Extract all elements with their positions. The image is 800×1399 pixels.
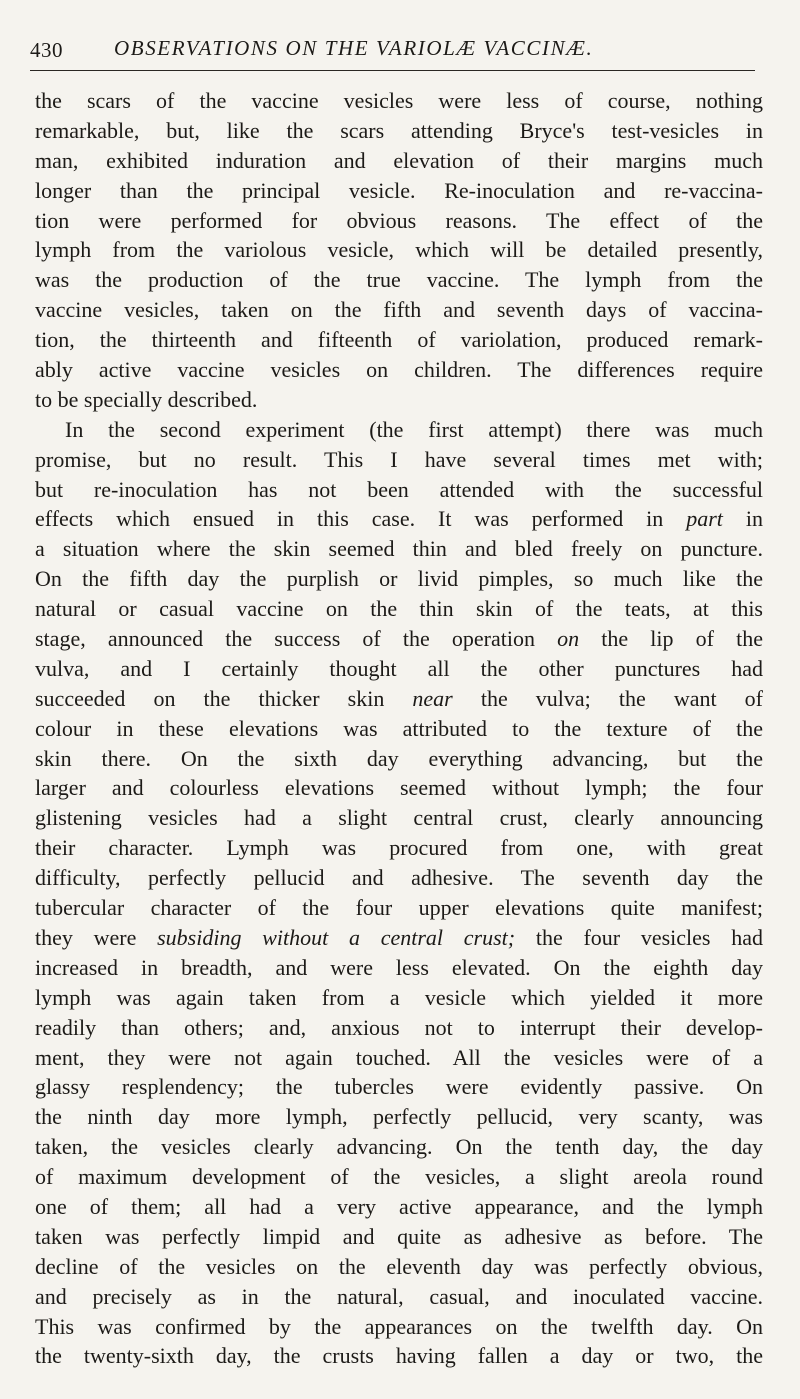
running-title: OBSERVATIONS ON THE VARIOLÆ VACCINÆ. [114, 36, 594, 60]
text-line: This was confirmed by the appearances on the twelfth day. On [35, 1313, 763, 1339]
text-line: but re-inoculation has not been attended with the successful [35, 476, 763, 502]
text-line: vaccine vesicles, taken on the fifth and seventh days of vaccina- [35, 297, 763, 323]
text-line: tion, the thirteenth and fifteenth of variolation, produced remark- [35, 327, 763, 353]
text-line: decline of the vesicles on the eleventh day was perfectly obvious, [35, 1253, 763, 1279]
text-line: skin there. On the sixth day everything advancing, but the [35, 745, 763, 771]
text-line: larger and colourless elevations seemed without lymph; the four [35, 775, 763, 801]
italic-text: on [557, 626, 580, 652]
text-line: effects which ensued in this case. It was performed in part in [35, 506, 763, 532]
text-line: glassy resplendency; the tubercles were evidently passive. On [35, 1074, 763, 1100]
body-text [35, 86, 763, 1371]
text-line: was the production of the true vaccine. The lymph from the [35, 267, 763, 293]
text-line: vulva, and I certainly thought all the other punctures had [35, 655, 763, 681]
text-line: promise, but no result. This I have several times met with; [35, 446, 763, 472]
header-rule [30, 70, 755, 71]
text-line: stage, announced the success of the operation on the lip of the [35, 626, 763, 652]
text-line: difficulty, perfectly pellucid and adhesive. The seventh day the [35, 865, 763, 891]
text-line: lymph from the variolous vesicle, which will be detailed presently, [35, 237, 763, 263]
text-line: natural or casual vaccine on the thin skin of the teats, at this [35, 596, 763, 622]
text-line: taken, the vesicles clearly advancing. On the tenth day, the day [35, 1134, 763, 1160]
text-line: colour in these elevations was attributed to the texture of the [35, 715, 763, 741]
text-line: On the fifth day the purplish or livid pimples, so much like the [35, 566, 763, 592]
text-line: tion were performed for obvious reasons. The effect of the [35, 207, 763, 233]
text-line: ment, they were not again touched. All the vesicles were of a [35, 1044, 763, 1070]
text-line: readily than others; and, anxious not to interrupt their develop- [35, 1014, 763, 1040]
text-line: the ninth day more lymph, perfectly pellucid, very scanty, was [35, 1104, 763, 1130]
text-line: the scars of the vaccine vesicles were less of course, nothing [35, 88, 763, 113]
text-line: man, exhibited induration and elevation of their margins much [35, 147, 763, 173]
text-line: longer than the principal vesicle. Re-inoculation and re-vaccina- [35, 177, 763, 203]
text-line: remarkable, but, like the scars attending Bryce's test-vesicles in [35, 117, 763, 143]
text-line: of maximum development of the vesicles, a slight areola round [35, 1164, 763, 1190]
text-line: ably active vaccine vesicles on children. The differences require [35, 357, 763, 383]
text-line: their character. Lymph was procured from one, with great [35, 835, 763, 861]
page-number: 430 [30, 38, 63, 62]
text-line: tubercular character of the four upper elevations quite manifest; [35, 895, 763, 921]
text-line: and precisely as in the natural, casual, and inoculated vaccine. [35, 1283, 763, 1309]
running-head [30, 30, 760, 64]
text-line: taken was perfectly limpid and quite as adhesive as before. The [35, 1223, 763, 1249]
text-line: one of them; all had a very active appearance, and the lymph [35, 1193, 763, 1219]
text-line: a situation where the skin seemed thin and bled freely on puncture. [35, 536, 763, 562]
italic-text: near [412, 685, 453, 711]
italic-text: subsiding without a central crust; [157, 924, 516, 950]
italic-text: part [686, 506, 723, 532]
text-line: the twenty-sixth day, the crusts having fallen a day or two, the [35, 1343, 763, 1369]
text-line: to be specially described. [35, 386, 258, 412]
text-line: glistening vesicles had a slight central crust, clearly announcing [35, 805, 763, 831]
text-line: In the second experiment (the first attempt) there was much [65, 416, 763, 442]
text-line: they were subsiding without a central crust; the four vesicles had [35, 924, 763, 950]
text-line: lymph was again taken from a vesicle which yielded it more [35, 984, 763, 1010]
text-line: succeeded on the thicker skin near the vulva; the want of [35, 685, 763, 711]
text-line: increased in breadth, and were less elevated. On the eighth day [35, 954, 763, 980]
